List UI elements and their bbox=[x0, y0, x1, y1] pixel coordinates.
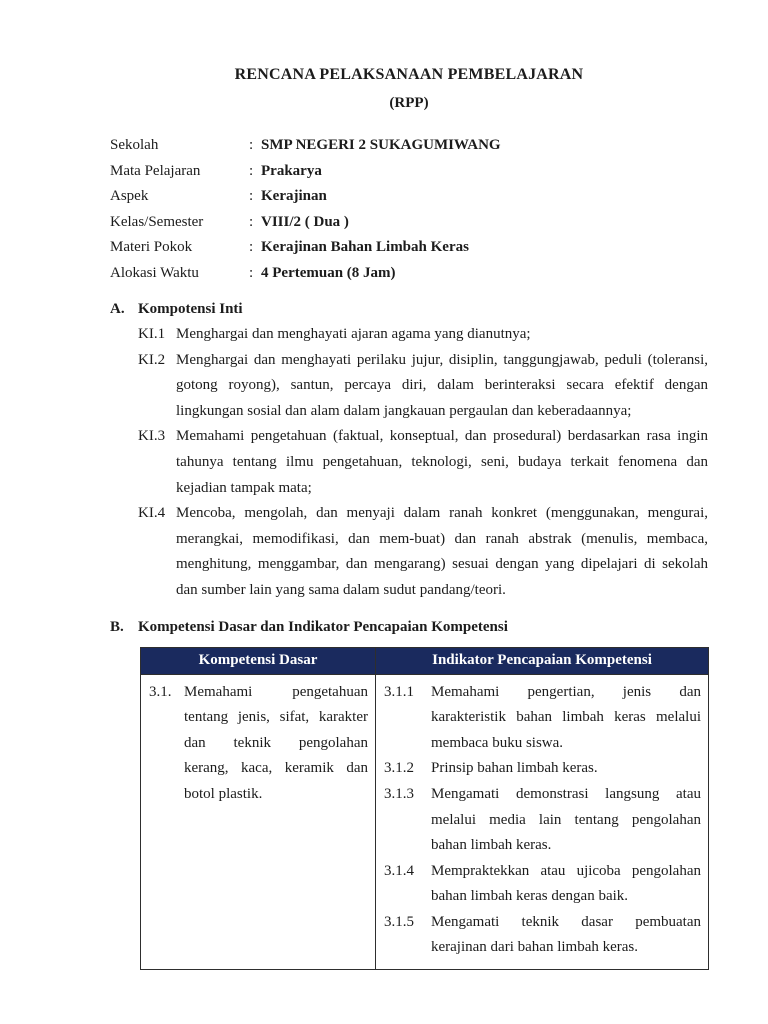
table-header-kompetensi-dasar: Kompetensi Dasar bbox=[141, 647, 376, 674]
metadata-colon: : bbox=[249, 264, 254, 281]
metadata-value: Prakarya bbox=[261, 162, 322, 179]
kd-text: Memahami pengetahuan tentang jenis, sifat, karakter dan teknik pengolahan kerang, kaca, keramik dan botol plastik. bbox=[184, 683, 368, 802]
section-a-title: Kompotensi Inti bbox=[138, 301, 243, 317]
metadata-label: Materi Pokok bbox=[110, 239, 193, 255]
metadata-row-aspek bbox=[110, 184, 708, 210]
document-subtitle: (RPP) bbox=[389, 95, 429, 111]
indikator-text: Memahami pengertian, jenis dan karakteristik bahan limbah keras melalui membaca buku siswa. bbox=[431, 683, 701, 751]
metadata-label: Aspek bbox=[110, 188, 149, 204]
metadata-value: SMP NEGERI 2 SUKAGUMIWANG bbox=[261, 137, 501, 153]
indikator-item-2 bbox=[384, 756, 704, 782]
ki-number: KI.3 bbox=[138, 428, 166, 445]
indikator-item-4 bbox=[384, 859, 704, 910]
indikator-number: 3.1.1 bbox=[384, 683, 414, 700]
ki-item-1 bbox=[138, 322, 708, 348]
section-b-title: Kompetensi Dasar dan Indikator Pencapaian Kompetensi bbox=[138, 618, 508, 635]
metadata-colon: : bbox=[249, 188, 254, 204]
metadata-colon: : bbox=[249, 162, 254, 179]
indikator-text: Mengamati demonstrasi langsung atau melalui media lain tentang pengolahan bahan limbah keras. bbox=[431, 785, 701, 854]
ki-number: KI.1 bbox=[138, 326, 166, 342]
table-row bbox=[141, 674, 709, 970]
section-a-heading bbox=[110, 297, 708, 322]
section-b-heading bbox=[110, 615, 708, 640]
ki-item-2 bbox=[138, 348, 708, 425]
indikator-number: 3.1.3 bbox=[384, 785, 414, 802]
metadata-block bbox=[110, 133, 708, 286]
metadata-value: Kerajinan Bahan Limbah Keras bbox=[261, 239, 469, 255]
section-kompetensi-inti bbox=[110, 297, 708, 604]
table-header-row bbox=[141, 647, 709, 674]
metadata-value: Kerajinan bbox=[261, 188, 327, 204]
metadata-row-mata-pelajaran bbox=[110, 159, 708, 185]
document-title: RENCANA PELAKSANAAN PEMBELAJARAN bbox=[234, 66, 584, 83]
indikator-number: 3.1.4 bbox=[384, 862, 414, 879]
ki-item-4 bbox=[138, 501, 708, 603]
section-a-letter: A. bbox=[110, 301, 125, 317]
metadata-label: Alokasi Waktu bbox=[110, 264, 199, 281]
kd-item bbox=[149, 680, 371, 808]
document-header bbox=[110, 66, 708, 112]
indikator-number: 3.1.2 bbox=[384, 760, 414, 777]
indikator-text: Prinsip bahan limbah keras. bbox=[431, 760, 598, 777]
section-kompetensi-dasar bbox=[110, 615, 708, 971]
kd-number: 3.1. bbox=[149, 683, 172, 700]
ki-item-3 bbox=[138, 424, 708, 501]
section-b-letter: B. bbox=[110, 618, 124, 635]
metadata-value: 4 Pertemuan (8 Jam) bbox=[261, 264, 396, 281]
metadata-label: Kelas/Semester bbox=[110, 213, 204, 230]
metadata-label: Sekolah bbox=[110, 137, 159, 153]
indikator-number: 3.1.5 bbox=[384, 913, 414, 930]
ki-text: Mencoba, mengolah, dan menyaji dalam ranah konkret (menggunakan, mengurai, merangkai, memodifikasi, dan mem-buat) dan ranah abstrak (menulis, membaca, menghitung, menggambar, dan mengarang) sesuai dengan yang dipelajari di sekolah dan sumber lain yang sama dalam sudut pandang/teori. bbox=[176, 505, 708, 598]
ki-number: KI.4 bbox=[138, 505, 166, 522]
metadata-row-alokasi-waktu bbox=[110, 261, 708, 287]
metadata-colon: : bbox=[249, 137, 254, 153]
ki-text: Menghargai dan menghayati ajaran agama yang dianutnya; bbox=[176, 326, 531, 342]
indikator-text: Mempraktekkan atau ujicoba pengolahan bahan limbah keras dengan baik. bbox=[431, 862, 701, 905]
indikator-text: Mengamati teknik dasar pembuatan kerajinan dari bahan limbah keras. bbox=[431, 913, 701, 956]
ki-text: Menghargai dan menghayati perilaku jujur, disiplin, tanggungjawab, peduli (toleransi, gotong royong), santun, percaya diri, dalam berinteraksi secara efektif dengan lingkungan sosial dan alam dalam jangkauan pergaulan dan keberadaannya; bbox=[176, 351, 708, 419]
table-header-indikator: Indikator Pencapaian Kompetensi bbox=[376, 647, 709, 674]
ki-text: Memahami pengetahuan (faktual, konseptual, dan prosedural) berdasarkan rasa ingin tahunya tentang ilmu pengetahuan, teknologi, seni, budaya terkait fenomena dan kejadian tampak mata; bbox=[176, 428, 708, 496]
metadata-row-materi-pokok bbox=[110, 235, 708, 261]
metadata-colon: : bbox=[249, 239, 254, 255]
indikator-item-1 bbox=[384, 680, 704, 757]
kompetensi-table bbox=[140, 647, 709, 971]
kompetensi-dasar-cell bbox=[141, 674, 376, 970]
metadata-colon: : bbox=[249, 213, 254, 230]
ki-list bbox=[138, 322, 708, 604]
ki-number: KI.2 bbox=[138, 351, 166, 368]
metadata-row-sekolah bbox=[110, 133, 708, 159]
indikator-item-3 bbox=[384, 782, 704, 859]
indikator-cell bbox=[376, 674, 709, 970]
metadata-value: VIII/2 ( Dua ) bbox=[261, 213, 349, 230]
indikator-item-5 bbox=[384, 910, 704, 961]
metadata-label: Mata Pelajaran bbox=[110, 162, 201, 179]
metadata-row-kelas-semester bbox=[110, 210, 708, 236]
